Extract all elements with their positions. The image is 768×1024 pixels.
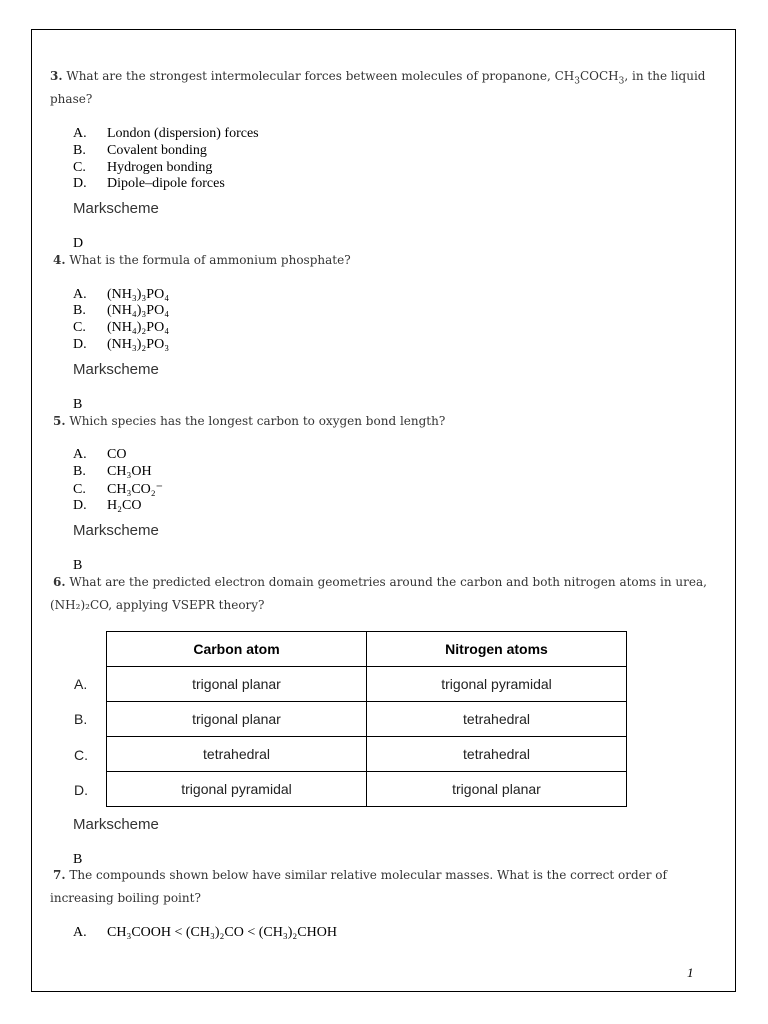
option-5b: B. CH₃OH [73, 464, 152, 479]
markscheme-label-3: Markscheme [73, 200, 159, 217]
row-label-a: A. [74, 676, 88, 692]
option-5a: A. CO [73, 447, 127, 462]
option-4a: A. (NH₃)₃PO₄ [73, 287, 170, 302]
answer-4: B [73, 397, 83, 412]
question-3-line-2: phase? [50, 92, 93, 106]
table-cell-nitrogen: tetrahedral [367, 737, 627, 772]
table-row [107, 772, 627, 807]
question-7-line-1: 7. The compounds shown below have similar relative molecular masses. What is the correct order of [53, 868, 667, 882]
table-row [107, 667, 627, 702]
question-5: 5. Which species has the longest carbon to oxygen bond length? [53, 414, 446, 428]
option-5c: C. CH₃CO₂⁻ [73, 482, 164, 497]
question-3-number: 3. [50, 69, 63, 83]
markscheme-label-5: Markscheme [73, 522, 159, 539]
table-row [107, 737, 627, 772]
page-number: 1 [687, 965, 694, 980]
table-header-carbon: Carbon atom [107, 632, 367, 667]
option-4d: D. (NH₃)₂PO₃ [73, 337, 170, 352]
question-7-line-2: increasing boiling point? [50, 891, 201, 905]
option-3c: C. Hydrogen bonding [73, 160, 213, 175]
table-cell-carbon: trigonal planar [107, 667, 367, 702]
row-label-d: D. [74, 782, 88, 798]
table-header-nitrogen: Nitrogen atoms [367, 632, 627, 667]
option-4b: B. (NH₄)₃PO₄ [73, 303, 170, 318]
table-cell-nitrogen: trigonal planar [367, 772, 627, 807]
row-label-c: C. [74, 747, 88, 763]
markscheme-label-6: Markscheme [73, 816, 159, 833]
answer-5: B [73, 558, 83, 573]
question-6-line-1: 6. What are the predicted electron domain geometries around the carbon and both nitrogen atoms in urea, [53, 575, 707, 589]
table-cell-carbon: tetrahedral [107, 737, 367, 772]
question-3-line-1: 3. What are the strongest intermolecular forces between molecules of propanone, $CH_3COCH_3$, in the liquid [50, 69, 706, 87]
option-3d: D. Dipole–dipole forces [73, 176, 225, 191]
table-row [107, 702, 627, 737]
question-6-number: 6. [53, 575, 66, 589]
option-7a: A. CH₃COOH < (CH₃)₂CO < (CH₃)₂CHOH [73, 925, 337, 940]
answer-6: B [73, 852, 83, 867]
question-7-number: 7. [53, 868, 66, 882]
option-3b: B. Covalent bonding [73, 143, 207, 158]
table-cell-nitrogen: tetrahedral [367, 702, 627, 737]
row-label-b: B. [74, 711, 88, 727]
question-4: 4. What is the formula of ammonium phosphate? [53, 253, 351, 267]
markscheme-label-4: Markscheme [73, 361, 159, 378]
answer-3: D [73, 236, 84, 251]
question-5-number: 5. [53, 414, 66, 428]
table-cell-carbon: trigonal planar [107, 702, 367, 737]
question-6-line-2: (NH₂)₂CO, applying VSEPR theory? [50, 598, 265, 612]
question-4-number: 4. [53, 253, 66, 267]
table-cell-carbon: trigonal pyramidal [107, 772, 367, 807]
vsepr-table [106, 631, 627, 807]
option-3a: A. London (dispersion) forces [73, 126, 259, 141]
table-header-row [107, 632, 627, 667]
table-cell-nitrogen: trigonal pyramidal [367, 667, 627, 702]
option-5d: D. H₂CO [73, 498, 142, 513]
option-4c: C. (NH₄)₂PO₄ [73, 320, 170, 335]
